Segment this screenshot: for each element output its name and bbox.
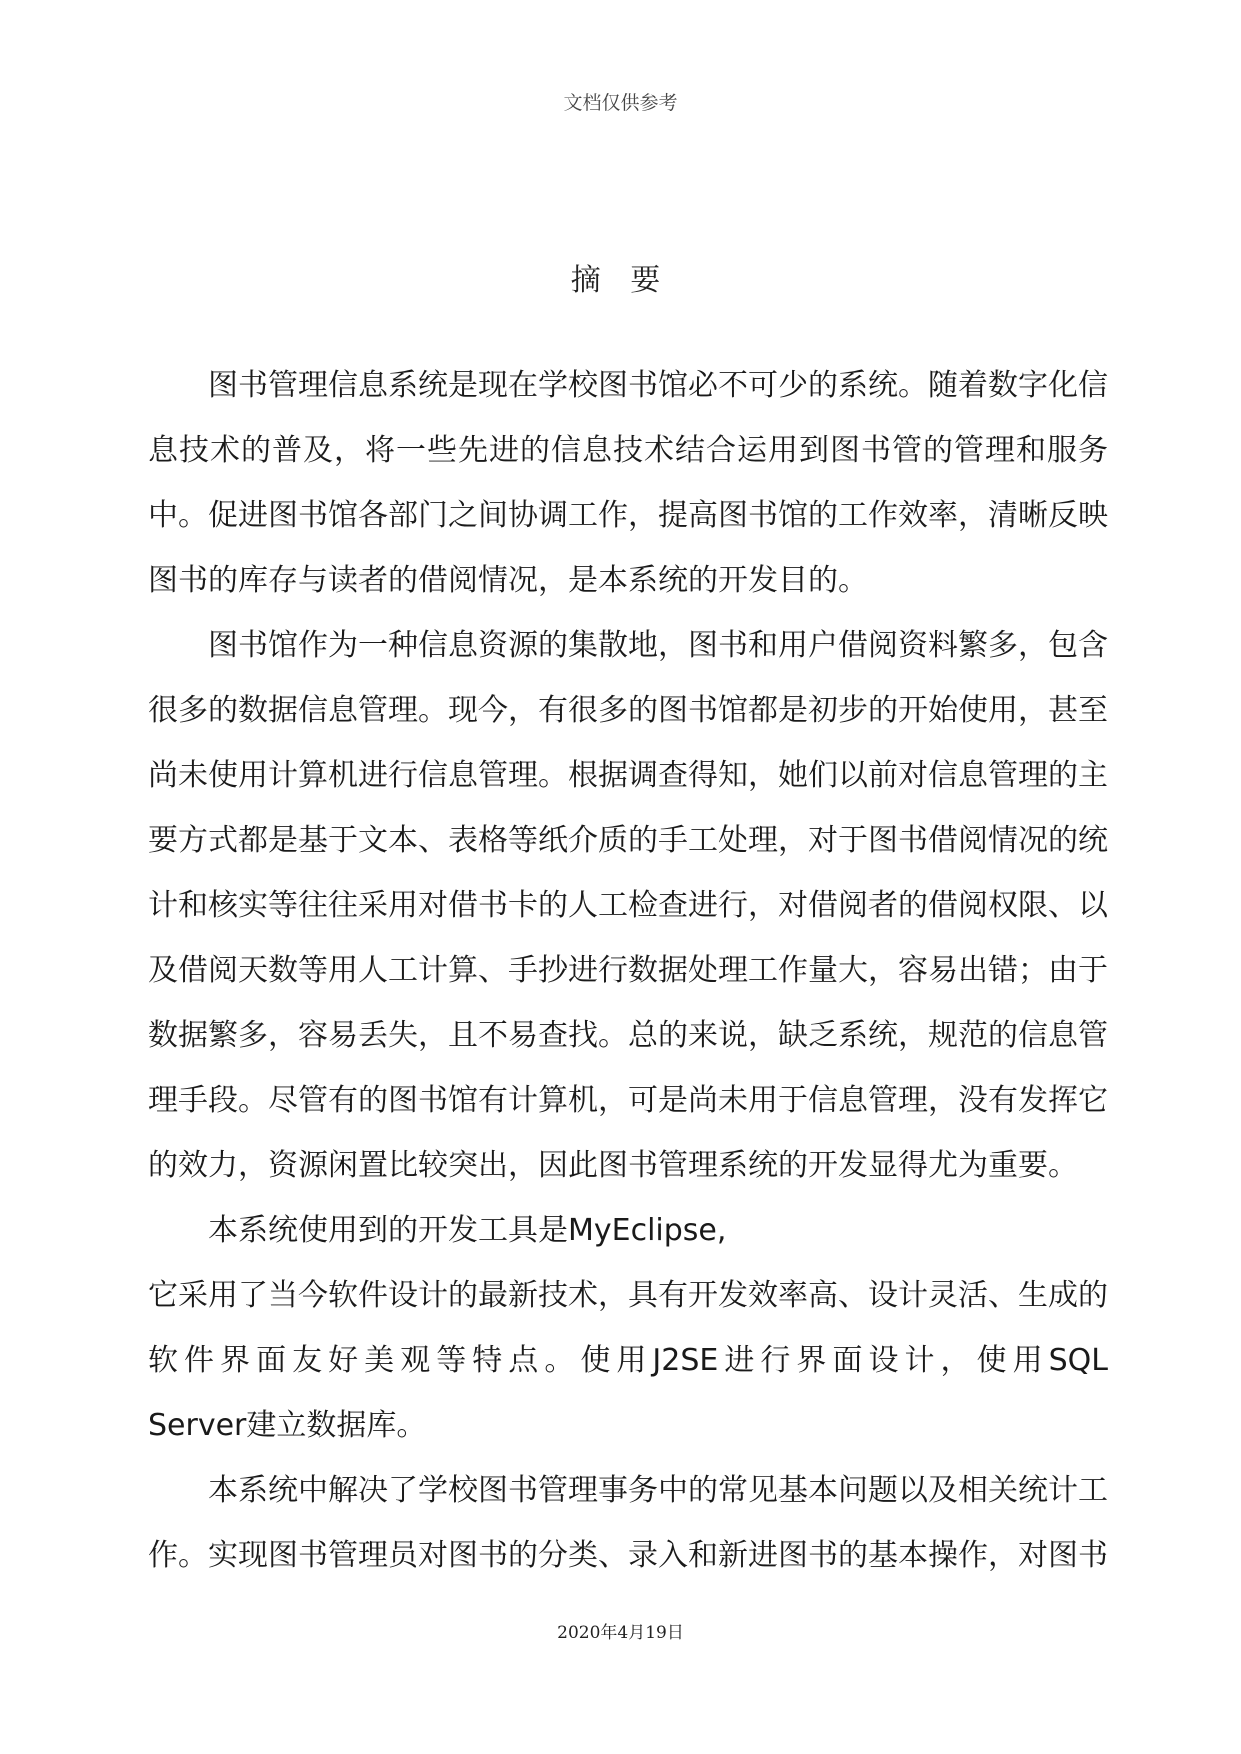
page-header-note: 文档仅供参考 [563,92,678,114]
paragraph: 图书管理信息系统是现在学校图书馆必不可少的系统。随着数字化信息技术的普及，将一些先进的信息技术结合运用到图书管的管理和服务中。促进图书馆各部门之间协调工作，提高图书馆的工作效率，清晰反映图书的库存与读者的借阅情况，是本系统的开发目的。 [148,368,1108,598]
paragraph: 本系统使用到的开发工具是MyEclipse, [208,1213,727,1248]
abstract-body [148,353,1198,1588]
paragraph: 图书馆作为一种信息资源的集散地，图书和用户借阅资料繁多，包含很多的数据信息管理。现今，有很多的图书馆都是初步的开始使用，甚至尚未使用计算机进行信息管理。根据调查得知，她们以前对信息管理的主要方式都是基于文本、表格等纸介质的手工处理，对于图书借阅情况的统计和核实等往往采用对借书卡的人工检查进行，对借阅者的借阅权限、以及借阅天数等用人工计算、手抄进行数据处理工作量大，容易出错；由于数据繁多，容易丢失，且不易查找。总的来说，缺乏系统，规范的信息管理手段。尽管有的图书馆有计算机，可是尚未用于信息管理，没有发挥它的效力，资源闲置比较突出，因此图书管理系统的开发显得尤为重要。 [148,628,1108,1183]
paragraph: 本系统中解决了学校图书管理事务中的常见基本问题以及相关统计工作。实现图书管理员对图书的分类、录入和新进图书的基本操作，对图书 [148,1473,1108,1573]
paragraph-continuation: 它采用了当今软件设计的最新技术，具有开发效率高、设计灵活、生成的软件界面友好美观等特点。使用J2SE进行界面设计，使用SQL Server建立数据库。 [148,1278,1198,1443]
abstract-title: 摘 要 [570,263,671,298]
page-footer-date: 2020年4月19日 [557,1623,684,1643]
